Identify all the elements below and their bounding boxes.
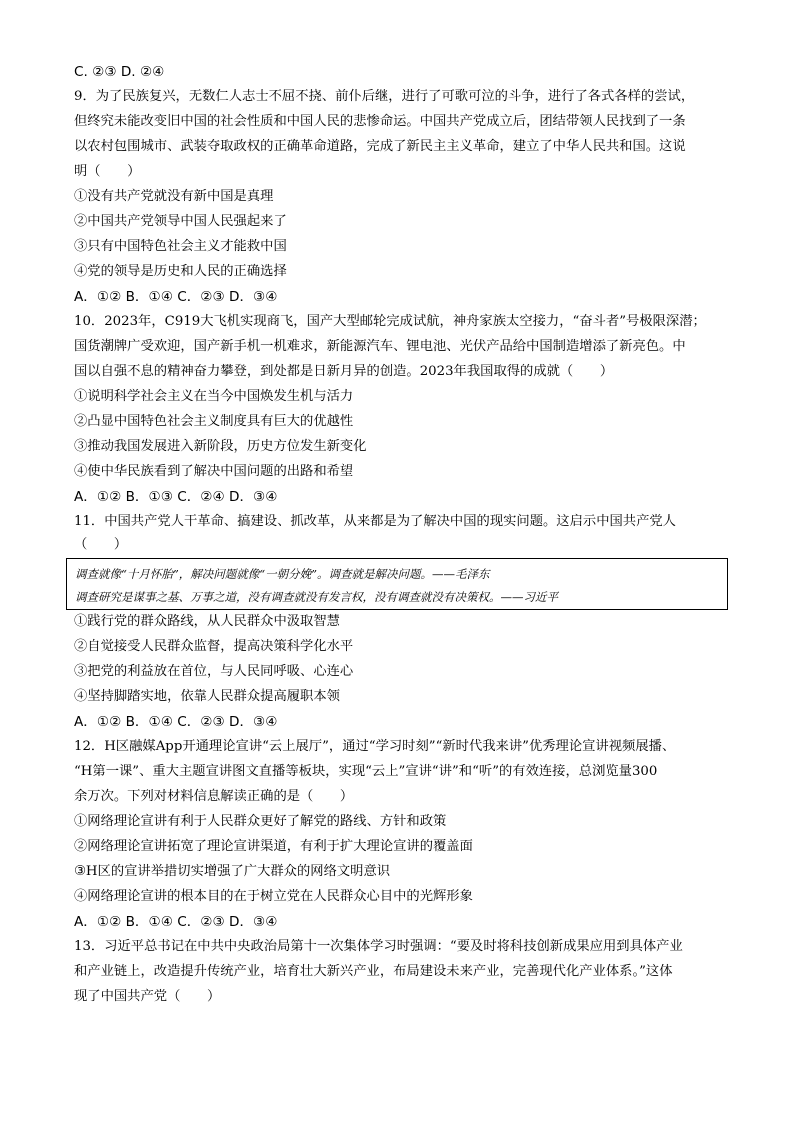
quote-box bbox=[66, 558, 728, 610]
q12-options: A．①② B．①④ C．②③ D．③④ bbox=[74, 914, 278, 930]
q9-item: ②中国共产党领导中国人民强起来了 bbox=[74, 214, 287, 229]
q10-stem-line: 国以自强不息的精神奋力攀登，到处都是日新月异的创造。2023年我国取得的成就（ ） bbox=[74, 364, 614, 379]
q12-stem-line: 余万次。下列对材料信息解读正确的是（ ） bbox=[74, 789, 354, 804]
q9-stem-line: 明（ ） bbox=[74, 164, 141, 179]
q8-options: C. ②③ D. ②④ bbox=[74, 64, 165, 80]
q11-item: ④坚持脚踏实地，依靠人民群众提高履职本领 bbox=[74, 689, 340, 704]
q10-item: ④使中华民族看到了解决中国问题的出路和希望 bbox=[74, 464, 354, 479]
q10-item: ①说明科学社会主义在当今中国焕发生机与活力 bbox=[74, 389, 354, 404]
q11-item: ③把党的利益放在首位，与人民同呼吸、心连心 bbox=[74, 664, 354, 679]
q9-stem-line: 以农村包围城市、武装夺取政权的正确革命道路，完成了新民主主义革命，建立了中华人民共和国。这说 bbox=[74, 139, 686, 154]
q12-item: ④网络理论宣讲的根本目的在于树立党在人民群众心目中的光辉形象 bbox=[74, 889, 473, 904]
q10-item: ②凸显中国特色社会主义制度具有巨大的优越性 bbox=[74, 414, 354, 429]
q9-stem-line: 但终究未能改变旧中国的社会性质和中国人民的悲惨命运。中国共产党成立后，团结带领人民找到了一条 bbox=[74, 114, 686, 129]
quote-xi: 调查研究是谋事之基、万事之道，没有调查就没有发言权，没有调查就没有决策权。——习近平 bbox=[75, 590, 558, 604]
quote-mao: 调查就像“十月怀胎”，解决问题就像“一朝分娩”。调查就是解决问题。——毛泽东 bbox=[75, 567, 490, 581]
q9-stem-line: 9．为了民族复兴，无数仁人志士不屈不挠、前仆后继，进行了可歌可泣的斗争，进行了各式各样的尝试， bbox=[74, 89, 695, 104]
q11-stem-line: 11．中国共产党人干革命、搞建设、抓改革，从来都是为了解决中国的现实问题。这启示中国共产党人 bbox=[74, 514, 676, 529]
q12-stem-line: “H第一课”、重大主题宣讲图文直播等板块，实现“云上”宣讲“讲”和“听”的有效连接，总浏览量300 bbox=[74, 764, 658, 779]
q11-options: A．①② B．①④ C．②③ D．③④ bbox=[74, 714, 278, 730]
q13-stem-line: 13．习近平总书记在中共中央政治局第十一次集体学习时强调：“要及时将科技创新成果应用到具体产业 bbox=[74, 939, 683, 954]
q11-item: ①践行党的群众路线，从人民群众中汲取智慧 bbox=[74, 614, 340, 629]
q13-stem-line: 现了中国共产党（ ） bbox=[74, 989, 221, 1004]
q11-item: ②自觉接受人民群众监督，提高决策科学化水平 bbox=[74, 639, 354, 654]
q12-item: ③H区的宣讲举措切实增强了广大群众的网络文明意识 bbox=[74, 864, 391, 879]
q10-options: A．①② B．①③ C．②④ D．③④ bbox=[74, 489, 278, 505]
q10-stem-line: 国货潮牌广受欢迎，国产新手机一机难求，新能源汽车、锂电池、光伏产品给中国制造增添了新亮色。中 bbox=[74, 339, 686, 354]
q12-stem-line: 12．H区融媒App开通理论宣讲“云上展厅”，通过“学习时刻”“新时代我来讲”优秀理论宣讲视频展播、 bbox=[74, 739, 676, 754]
q12-item: ①网络理论宣讲有利于人民群众更好了解党的路线、方针和政策 bbox=[74, 814, 447, 829]
q12-item: ②网络理论宣讲拓宽了理论宣讲渠道，有利于扩大理论宣讲的覆盖面 bbox=[74, 839, 473, 854]
q10-stem-line: 10．2023年，C919大飞机实现商飞，国产大型邮轮完成试航，神舟家族太空接力，“奋斗者”号极限深潜； bbox=[74, 314, 706, 329]
q9-item: ④党的领导是历史和人民的正确选择 bbox=[74, 264, 287, 279]
q9-options: A．①② B．①④ C．②③ D．③④ bbox=[74, 289, 278, 305]
q10-item: ③推动我国发展进入新阶段，历史方位发生新变化 bbox=[74, 439, 367, 454]
q9-item: ③只有中国特色社会主义才能救中国 bbox=[74, 239, 287, 254]
q9-item: ①没有共产党就没有新中国是真理 bbox=[74, 189, 274, 204]
q11-stem-line: （ ） bbox=[74, 537, 128, 552]
q13-stem-line: 和产业链上，改造提升传统产业，培育壮大新兴产业，布局建设未来产业，完善现代化产业体系。”这体 bbox=[74, 964, 673, 979]
